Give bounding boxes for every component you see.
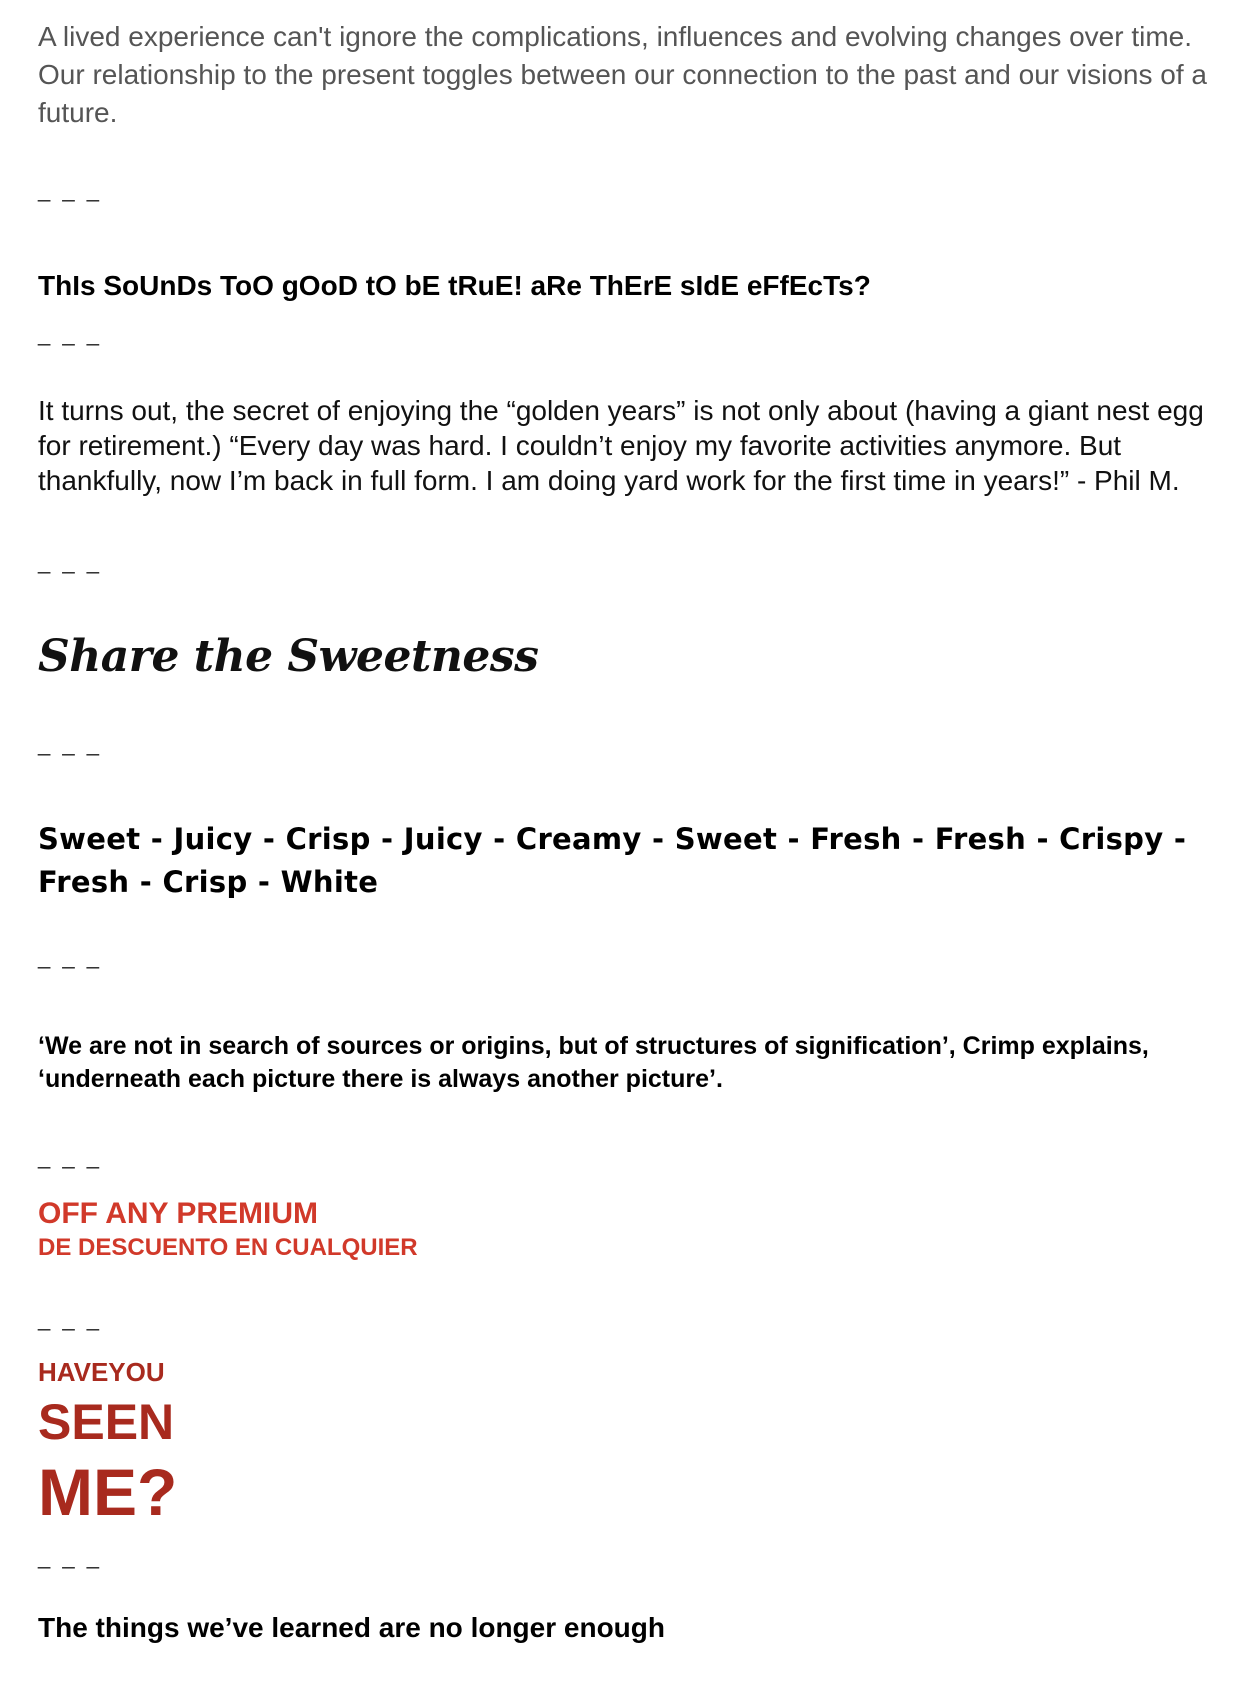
divider-5: _ _ _ <box>38 944 102 969</box>
offer-line-spanish: DE DESCUENTO EN CUALQUIER <box>38 1234 418 1261</box>
testimonial-paragraph: It turns out, the secret of enjoying the “golden years” is not only about (having a giant nest egg for retirement.) “Every day was hard. I couldn’t enjoy my favorite activities anymore. But thankfully, now I’m back in full form. I am doing yard work for the first time in years!” - Phil M. <box>38 395 1204 496</box>
divider-7: _ _ _ <box>38 1306 102 1331</box>
closing-line: The things we’ve learned are no longer enough <box>38 1612 665 1643</box>
missing-line-seen: SEEN <box>38 1394 175 1450</box>
missing-line-have-you: HAVEYOU <box>38 1357 165 1387</box>
crimp-quote: ‘We are not in search of sources or origins, but of structures of signification’, Crimp explains, ‘underneath each picture there is always another picture’. <box>38 1032 1149 1093</box>
intro-paragraph: A lived experience can't ignore the complications, influences and evolving changes over time. Our relationship to the present toggles between our connection to the past and our visions of a future. <box>38 21 1207 128</box>
mixed-case-heading: ThIs SoUnDs ToO gOoD tO bE tRuE! aRe ThErE sIdE eFfEcTs? <box>38 270 871 301</box>
offer-line-english: OFF ANY PREMIUM <box>38 1197 319 1230</box>
descriptor-list: Sweet - Juicy - Crisp - Juicy - Creamy - Sweet - Fresh - Fresh - Crispy - Fresh - Crisp - White <box>38 822 1187 899</box>
divider-4: _ _ _ <box>38 731 102 756</box>
script-title: Share the Sweetness <box>38 631 539 682</box>
divider-2: _ _ _ <box>38 321 102 346</box>
divider-8: _ _ _ <box>38 1544 102 1569</box>
missing-line-me: ME? <box>38 1455 178 1529</box>
divider-1: _ _ _ <box>38 177 102 202</box>
divider-6: _ _ _ <box>38 1144 102 1169</box>
divider-3: _ _ _ <box>38 549 102 574</box>
